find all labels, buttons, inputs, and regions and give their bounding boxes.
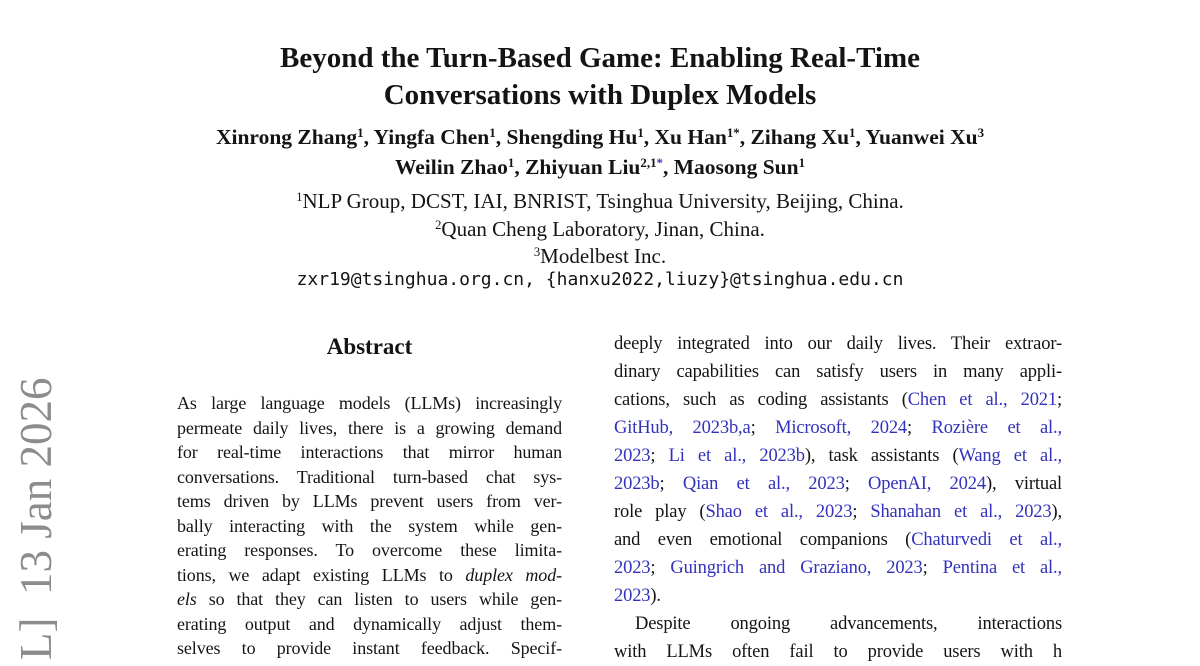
author-line-2 — [0, 152, 1200, 182]
citation-link[interactable]: 2023 — [614, 446, 651, 466]
text-segment: , Shengding Hu — [495, 125, 638, 149]
citation-link[interactable]: Rozière et al., — [931, 418, 1062, 438]
text-line — [614, 330, 1062, 358]
text-segment: ; — [650, 558, 671, 578]
text-line — [177, 563, 562, 588]
author-list — [0, 122, 1200, 182]
affiliation-1 — [0, 188, 1200, 216]
text-segment: 2,1 — [640, 155, 657, 170]
text-segment: , Zhiyuan Liu — [514, 155, 641, 179]
text-segment: 1 — [489, 125, 496, 140]
text-line — [177, 440, 562, 465]
text-segment: dinary capabilities can satisfy users in many appli- — [614, 362, 1062, 382]
text-line — [614, 498, 1062, 526]
text-segment: NLP Group, DCST, IAI, BNRIST, Tsinghua University, Beijing, China. — [302, 189, 904, 213]
text-line — [177, 538, 562, 563]
text-segment: ; — [659, 474, 683, 494]
citation-link[interactable]: Shanahan et al., 2023 — [870, 502, 1052, 522]
citation-link[interactable]: Chaturvedi et al., — [911, 530, 1062, 550]
abstract-text-column — [177, 391, 562, 661]
text-segment: duplex mod- — [465, 564, 562, 585]
text-line — [614, 358, 1062, 386]
text-line — [177, 465, 562, 490]
text-segment: for real-time interactions that mirror human — [177, 442, 562, 462]
text-line — [614, 582, 1062, 610]
text-segment: 1 — [849, 125, 856, 140]
text-segment: 1 — [507, 155, 515, 170]
text-segment: ; — [844, 474, 869, 494]
text-line — [614, 414, 1062, 442]
citation-link[interactable]: Pentina et al., — [942, 558, 1062, 578]
text-segment: bally interacting with the system while gen- — [177, 515, 562, 536]
text-segment: erating responses. To overcome these limita- — [177, 540, 562, 560]
affiliation-2 — [0, 216, 1200, 244]
text-segment: ; — [750, 418, 776, 438]
text-segment: cations, such as coding assistants ( — [614, 390, 908, 410]
text-segment: 3 — [533, 245, 541, 260]
text-segment: role play ( — [614, 502, 706, 522]
text-segment: 3 — [977, 125, 985, 140]
text-segment: Modelbest Inc. — [540, 244, 667, 268]
text-segment: Xinrong Zhang — [215, 125, 358, 149]
text-line — [177, 612, 562, 637]
text-segment: ). — [650, 586, 661, 606]
citation-link[interactable]: Chen et al., 2021 — [907, 390, 1057, 410]
text-line — [614, 610, 1062, 638]
citation-link[interactable]: GitHub, 2023b,a — [614, 418, 751, 438]
text-line-clipped — [614, 638, 1062, 666]
text-line — [177, 391, 562, 416]
paper-title — [0, 40, 1200, 114]
text-segment: ), task assistants ( — [804, 446, 959, 466]
citation-link[interactable]: Shao et al., 2023 — [705, 502, 853, 522]
citation-link[interactable]: 2023b — [614, 474, 660, 494]
citation-link[interactable]: 2023 — [614, 558, 651, 578]
text-line — [177, 514, 562, 539]
citation-link[interactable]: Li et al., 2023b — [668, 446, 805, 466]
title-line-2: Conversations with Duplex Models — [383, 79, 817, 111]
text-segment: ; — [922, 558, 943, 578]
text-segment: , Xu Han — [643, 125, 727, 149]
text-segment: Weilin Zhao — [394, 155, 508, 179]
citation-link[interactable]: Wang et al., — [958, 446, 1063, 466]
text-segment: els — [177, 589, 197, 609]
text-segment: tems driven by LLMs prevent users from ver- — [177, 491, 562, 511]
text-segment: , Yingfa Chen — [363, 125, 490, 149]
text-line — [177, 489, 562, 514]
text-segment: ; — [650, 446, 669, 466]
text-segment: 1 — [637, 125, 644, 140]
citation-link[interactable]: Microsoft, 2024 — [775, 418, 908, 438]
text-segment: conversations. Traditional turn-based chat sys- — [177, 466, 562, 487]
text-segment: 2 — [435, 217, 442, 232]
text-line — [614, 442, 1062, 470]
affiliations — [0, 188, 1200, 271]
text-line — [614, 526, 1062, 554]
text-segment: 1 — [296, 190, 303, 205]
title-line-1: Beyond the Turn-Based Game: Enabling Real-Time — [280, 42, 920, 74]
text-line — [614, 554, 1062, 582]
text-segment: , Zihang Xu — [739, 125, 850, 149]
text-line — [614, 386, 1062, 414]
text-segment: , Yuanwei Xu — [855, 125, 978, 149]
text-line — [614, 470, 1062, 498]
citation-link[interactable]: * — [656, 155, 663, 170]
text-segment: ; — [852, 502, 871, 522]
introduction-text-column — [614, 330, 1062, 666]
arxiv-stamp: L] 13 Jan 2026 — [11, 377, 61, 660]
text-segment: selves to provide instant feedback. Specif- — [177, 638, 562, 658]
text-line — [177, 587, 562, 612]
citation-link[interactable]: 2023 — [614, 586, 651, 606]
author-line-1 — [0, 122, 1200, 152]
text-segment: ), virtual — [985, 474, 1063, 494]
citation-link[interactable]: Guingrich and Graziano, 2023 — [670, 558, 923, 578]
text-segment: Quan Cheng Laboratory, Jinan, China. — [441, 216, 765, 241]
text-segment: ; — [1057, 390, 1062, 410]
text-segment: 1* — [726, 125, 740, 140]
text-segment: with LLMs often fail to provide users with h — [614, 642, 1062, 662]
abstract-heading: Abstract — [326, 334, 413, 359]
text-line-clipped — [177, 636, 562, 661]
text-segment: and even emotional companions ( — [614, 530, 912, 550]
text-segment: erating output and dynamically adjust them- — [177, 613, 562, 634]
text-line — [177, 416, 562, 441]
citation-link[interactable]: OpenAI, 2024 — [868, 474, 986, 494]
text-segment: As large language models (LLMs) increasingly — [177, 393, 562, 413]
text-segment: deeply integrated into our daily lives. Their extraor- — [614, 334, 1062, 354]
text-segment: 1 — [357, 125, 364, 140]
text-segment: permeate daily lives, there is a growing demand — [177, 417, 562, 438]
contact-emails: zxr19@tsinghua.org.cn, {hanxu2022,liuzy}@tsinghua.edu.cn — [296, 269, 904, 290]
citation-link[interactable]: Qian et al., 2023 — [682, 474, 845, 494]
text-segment: Despite ongoing advancements, interactions — [635, 614, 1062, 634]
text-segment: tions, we adapt existing LLMs to — [177, 564, 466, 585]
text-segment: so that they can listen to users while gen- — [196, 589, 562, 609]
text-segment: 1 — [798, 155, 806, 170]
text-segment: ; — [907, 418, 932, 438]
text-segment: ), — [1051, 502, 1063, 522]
affiliation-3 — [0, 243, 1200, 271]
text-segment: , Maosong Sun — [662, 155, 799, 179]
